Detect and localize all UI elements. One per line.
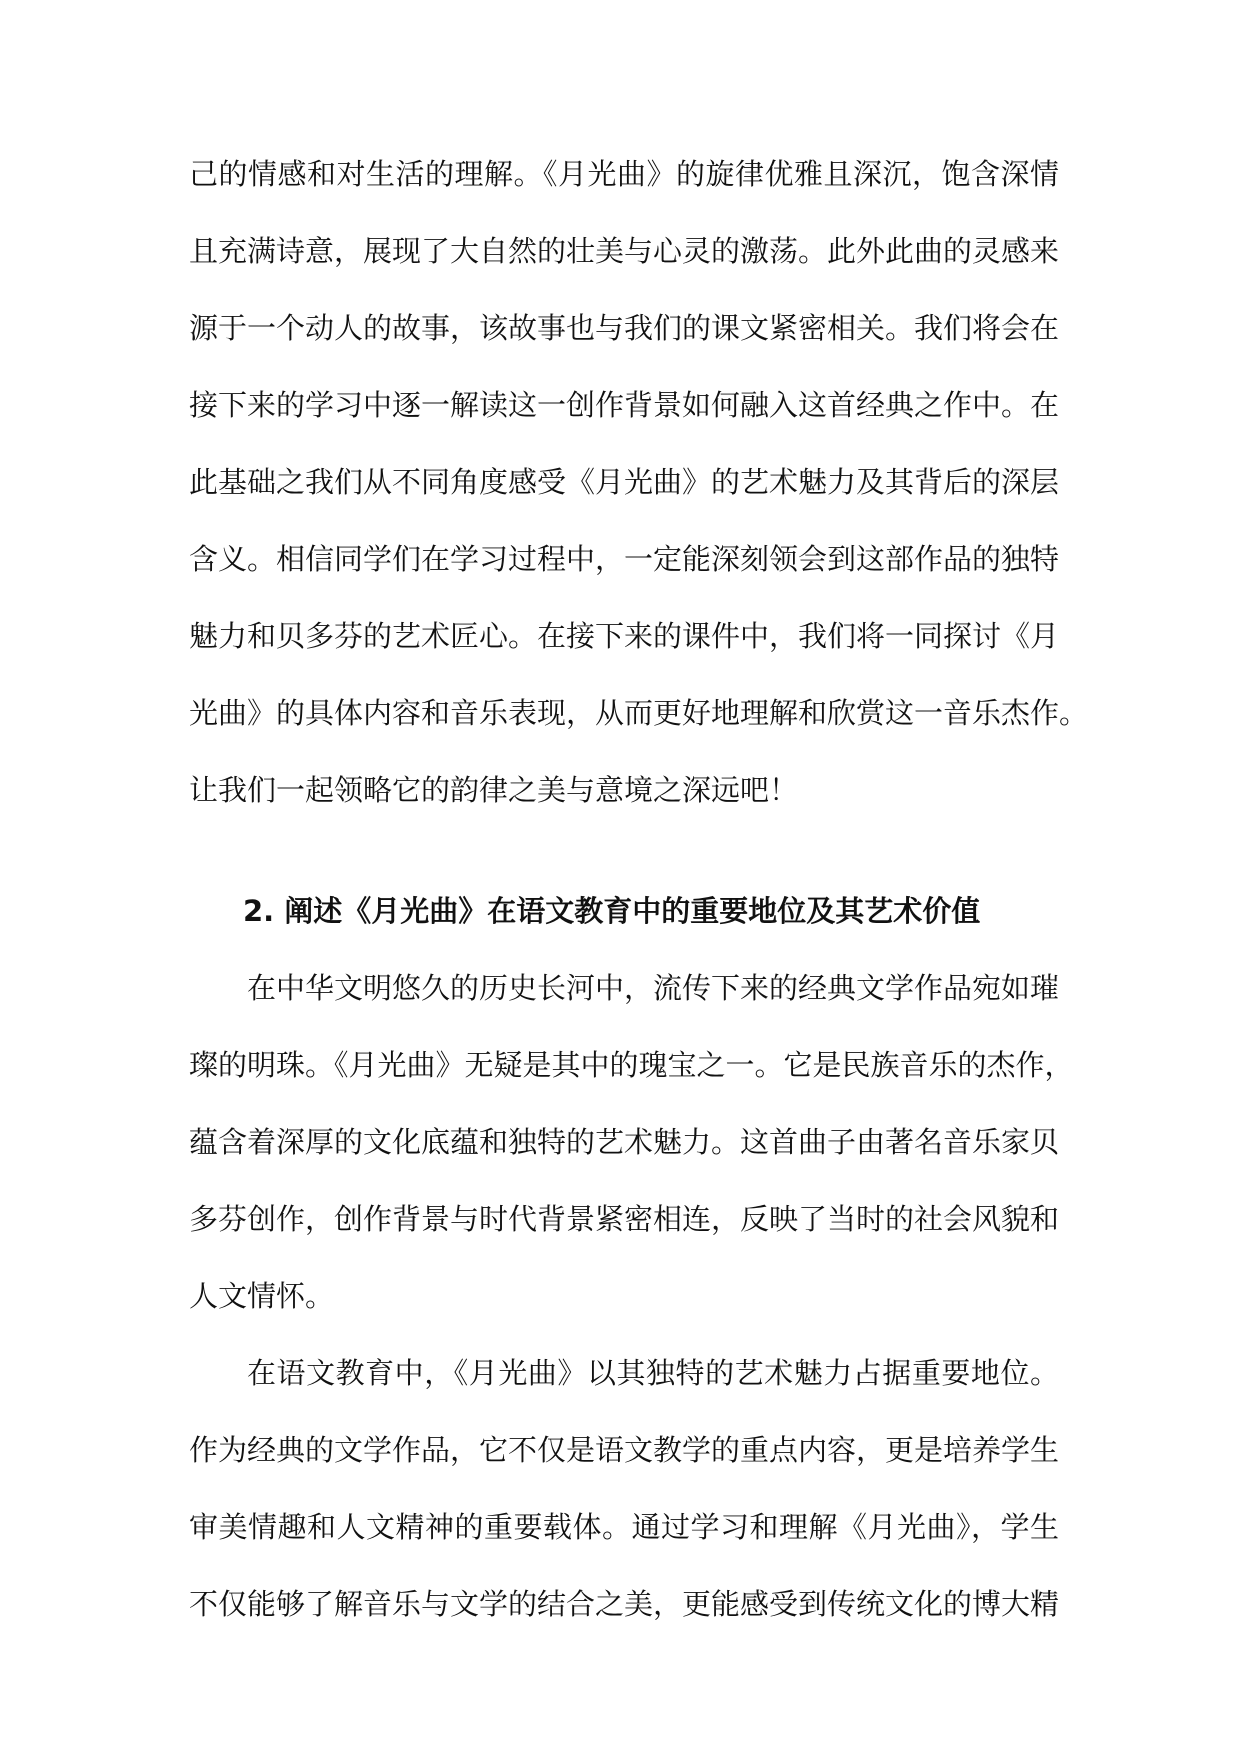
text-line: 在语文教育中，《月光曲》以其独特的艺术魅力占据重要地位。	[247, 1356, 1059, 1390]
text-line: 接下来的学习中逐一解读这一创作背景如何融入这首经典之作中。在	[189, 388, 1060, 422]
text-line: 魅力和贝多芬的艺术匠心。在接下来的课件中，我们将一同探讨《月	[189, 619, 1060, 653]
text-line: 人文情怀。	[189, 1279, 335, 1313]
text-line: 不仅能够了解音乐与文学的结合之美，更能感受到传统文化的博大精	[189, 1587, 1060, 1621]
text-line: 且充满诗意，展现了大自然的壮美与心灵的激荡。此外此曲的灵感来	[189, 234, 1060, 268]
text-line: 含义。相信同学们在学习过程中，一定能深刻领会到这部作品的独特	[189, 542, 1060, 576]
paragraph-intro	[189, 142, 1089, 835]
page-content	[189, 142, 1089, 1649]
paragraph-education	[189, 1341, 1059, 1649]
text-line: 此基础之我们从不同角度感受《月光曲》的艺术魅力及其背后的深层	[189, 465, 1060, 499]
spacer	[189, 835, 1059, 879]
text-line: 源于一个动人的故事，该故事也与我们的课文紧密相关。我们将会在	[189, 311, 1060, 345]
text-line: 璨的明珠。《月光曲》无疑是其中的瑰宝之一。它是民族音乐的杰作，	[189, 1048, 1074, 1082]
text-line: 作为经典的文学作品，它不仅是语文教学的重点内容，更是培养学生	[189, 1433, 1060, 1467]
text-line: 己的情感和对生活的理解。《月光曲》的旋律优雅且深沉，饱含深情	[189, 157, 1059, 191]
text-line: 在中华文明悠久的历史长河中，流传下来的经典文学作品宛如璀	[247, 971, 1060, 1005]
text-line: 蕴含着深厚的文化底蕴和独特的艺术魅力。这首曲子由著名音乐家贝	[189, 1125, 1060, 1159]
text-line: 多芬创作，创作背景与时代背景紧密相连，反映了当时的社会风貌和	[189, 1202, 1060, 1236]
text-line: 审美情趣和人文精神的重要载体。通过学习和理解《月光曲》，学生	[189, 1510, 1059, 1544]
paragraph-history	[189, 956, 1074, 1341]
text-line: 光曲》的具体内容和音乐表现，从而更好地理解和欣赏这一音乐杰作。	[189, 696, 1089, 730]
section-heading: 2. 阐述《月光曲》在语文教育中的重要地位及其艺术价值	[243, 894, 981, 928]
text-line: 让我们一起领略它的韵律之美与意境之深远吧！	[189, 773, 799, 807]
